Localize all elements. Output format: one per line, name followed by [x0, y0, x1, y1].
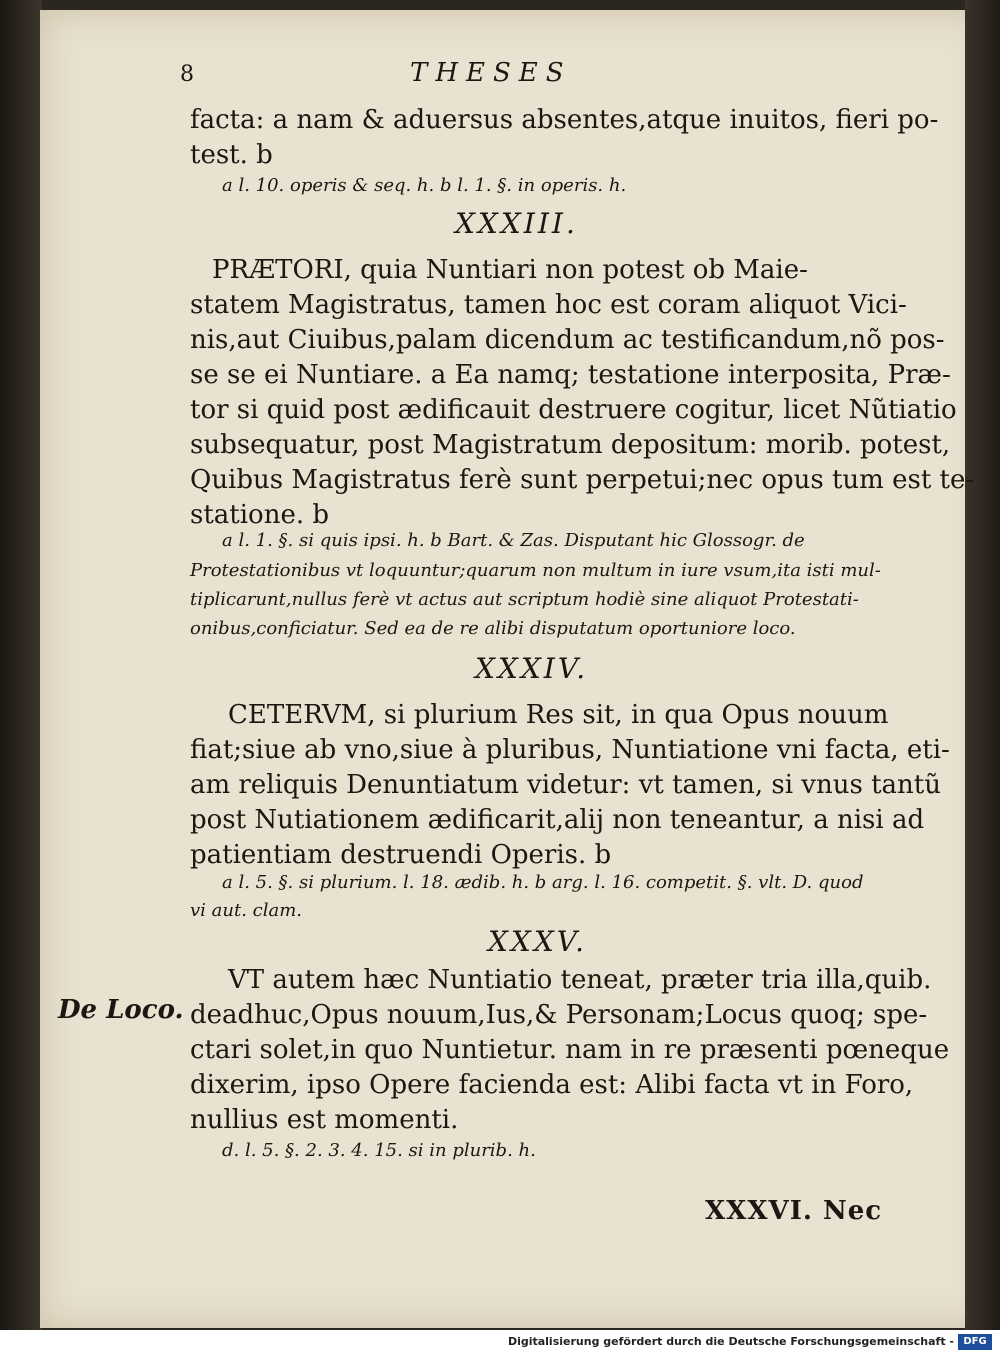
margin-note: De Loco.	[58, 995, 184, 1025]
text-line: statem Magistratus, tamen hoc est coram aliquot Vici-	[190, 290, 907, 320]
text-line: statione. b	[190, 500, 330, 530]
book-edge-shadow	[965, 0, 1000, 1330]
catchword: XXXVI. Nec	[705, 1196, 883, 1226]
footnote-line: tiplicarunt,nullus ferè vt actus aut scriptum hodiè sine aliquot Protestati-	[190, 589, 859, 610]
text-line: CETERVM, si plurium Res sit, in qua Opus nouum	[228, 700, 889, 730]
running-title: THESES	[410, 58, 572, 88]
text-line: test. b	[190, 140, 273, 170]
text-line: fiat;siue ab vno,siue à pluribus, Nuntiatione vni facta, eti-	[190, 735, 950, 765]
text-line: Quibus Magistratus ferè sunt perpetui;nec opus tum est te-	[190, 465, 975, 495]
footnote-line: onibus,conficiatur. Sed ea de re alibi disputatum oportuniore loco.	[190, 618, 796, 639]
text-line: am reliquis Denuntiatum videtur: vt tamen, si vnus tantũ	[190, 770, 941, 800]
page-number: 8	[180, 62, 194, 87]
section-heading: XXXIII.	[455, 207, 578, 240]
text-line: nullius est momenti.	[190, 1105, 459, 1135]
footer-credit: Digitalisierung gefördert durch die Deutsche Forschungsgemeinschaft -	[507, 1335, 954, 1348]
text-line: subsequatur, post Magistratum depositum: morib. potest,	[190, 430, 951, 460]
text-line: se se ei Nuntiare. a Ea namq; testatione interposita, Præ-	[190, 360, 951, 390]
footnote-line: Protestationibus vt loquuntur;quarum non multum in iure vsum,ita isti mul-	[190, 560, 881, 581]
footnote-line: a l. 5. §. si plurium. l. 18. ædib. h. b arg. l. 16. competit. §. vlt. D. quod	[222, 872, 864, 893]
text-line: tor si quid post ædificauit destruere cogitur, licet Nũtiatio	[190, 395, 957, 425]
text-line: PRÆTORI, quia Nuntiari non potest ob Maie-	[212, 255, 808, 285]
text-line: VT autem hæc Nuntiatio teneat, præter tria illa,quib.	[228, 965, 932, 995]
book-spine-shadow	[0, 0, 42, 1330]
text-line: post Nutiationem ædificarit,alij non teneantur, a nisi ad	[190, 805, 925, 835]
section-heading: XXXIV.	[475, 652, 589, 685]
dfg-logo: DFG	[958, 1334, 992, 1350]
text-line: deadhuc,Opus nouum,Ius,& Personam;Locus quoq; spe-	[190, 1000, 928, 1030]
section-heading: XXXV.	[488, 925, 588, 958]
footnote-line: vi aut. clam.	[190, 900, 303, 921]
text-line: facta: a nam & aduersus absentes,atque inuitos, fieri po-	[190, 105, 939, 135]
footnote-line: a l. 10. operis & seq. h. b l. 1. §. in operis. h.	[222, 175, 627, 196]
footnote-line: a l. 1. §. si quis ipsi. h. b Bart. & Zas. Disputant hic Glossogr. de	[222, 530, 805, 551]
text-line: dixerim, ipso Opere facienda est: Alibi facta vt in Foro,	[190, 1070, 914, 1100]
text-line: patientiam destruendi Operis. b	[190, 840, 612, 870]
footnote-line: d. l. 5. §. 2. 3. 4. 15. si in plurib. h.	[222, 1140, 536, 1161]
text-line: ctari solet,in quo Nuntietur. nam in re præsenti pœneque	[190, 1035, 950, 1065]
text-line: nis,aut Ciuibus,palam dicendum ac testificandum,nõ pos-	[190, 325, 945, 355]
digitization-footer	[0, 1330, 1000, 1355]
